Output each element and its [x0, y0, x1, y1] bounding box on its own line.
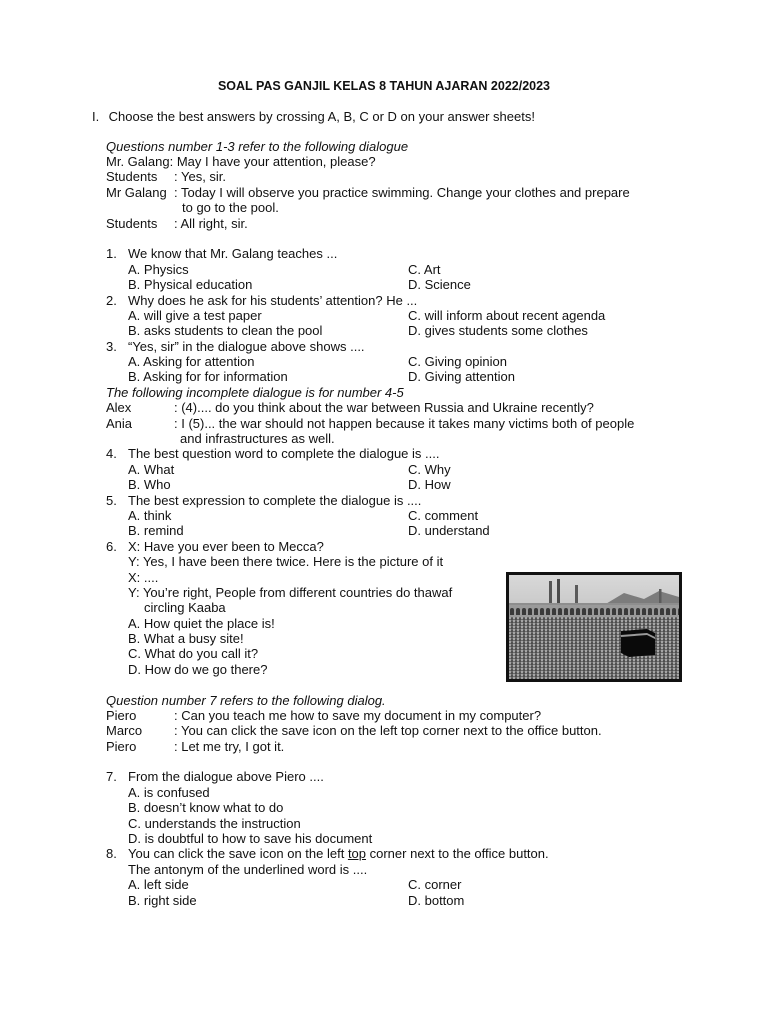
- question-6: 6. X: Have you ever been to Mecca?: [106, 539, 324, 554]
- option-6a: A. How quiet the place is!: [128, 616, 275, 631]
- option-4c: C. Why: [408, 462, 451, 477]
- option-5a: A. think: [128, 508, 172, 523]
- dialogue-line: Students : Yes, sir.: [106, 169, 227, 184]
- dialogue-line: Ania : I (5)... the war should not happen because it takes many victims both of people: [106, 416, 635, 431]
- option-5b: B. remind: [128, 523, 184, 538]
- option-3a: A. Asking for attention: [128, 354, 255, 369]
- question-4: 4. The best question word to complete the dialogue is ....: [106, 446, 440, 461]
- page-title: SOAL PAS GANJIL KELAS 8 TAHUN AJARAN 2022/2023: [217, 79, 551, 93]
- dialogue-line: Alex : (4).... do you think about the war between Russia and Ukraine recently?: [106, 400, 594, 415]
- option-5d: D. understand: [408, 523, 490, 538]
- option-2b: B. asks students to clean the pool: [128, 323, 323, 338]
- option-5c: C. comment: [408, 508, 479, 523]
- option-4d: D. How: [408, 477, 451, 492]
- dialogue-line-continued: and infrastructures as well.: [180, 431, 335, 446]
- option-4a: A. What: [128, 462, 175, 477]
- question-1: 1. We know that Mr. Galang teaches ...: [106, 246, 338, 261]
- option-7d: D. is doubtful to how to save his document: [128, 831, 373, 846]
- option-7a: A. is confused: [128, 785, 210, 800]
- q6-line: X: ....: [128, 570, 159, 585]
- option-7c: C. understands the instruction: [128, 816, 301, 831]
- option-6c: C. What do you call it?: [128, 646, 259, 661]
- dialogue-line: Mr Galang : Today I will observe you practice swimming. Change your clothes and prepare: [106, 185, 630, 200]
- question-7: 7. From the dialogue above Piero ....: [106, 769, 324, 784]
- option-8a: A. left side: [128, 877, 189, 892]
- q6-line: circling Kaaba: [144, 600, 226, 615]
- option-8c: C. corner: [408, 877, 462, 892]
- option-8b: B. right side: [128, 893, 197, 908]
- option-3d: D. Giving attention: [408, 369, 515, 384]
- underlined-word: top: [347, 846, 367, 861]
- question-5: 5. The best expression to complete the dialogue is ....: [106, 493, 422, 508]
- option-2d: D. gives students some clothes: [408, 323, 588, 338]
- dialogue-line: Piero : Can you teach me how to save my document in my computer?: [106, 708, 542, 723]
- option-2c: C. will inform about recent agenda: [408, 308, 606, 323]
- option-1c: C. Art: [408, 262, 441, 277]
- section3-intro: Question number 7 refers to the following dialog.: [106, 693, 386, 708]
- question-2: 2. Why does he ask for his students’ attention? He ...: [106, 293, 418, 308]
- instruction-number: I.: [92, 109, 100, 124]
- dialogue-line: Students : All right, sir.: [106, 216, 248, 231]
- instruction-text: Choose the best answers by crossing A, B, C or D on your answer sheets!: [108, 109, 535, 124]
- dialogue-line: Mr. Galang: May I have your attention, please?: [106, 154, 376, 169]
- option-8d: D. bottom: [408, 893, 465, 908]
- section2-intro: The following incomplete dialogue is for number 4-5: [106, 385, 404, 400]
- mecca-photo-illustration: [509, 575, 679, 679]
- option-6b: B. What a busy site!: [128, 631, 244, 646]
- option-3c: C. Giving opinion: [408, 354, 507, 369]
- option-3b: B. Asking for for information: [128, 369, 288, 384]
- question-8: 8. You can click the save icon on the left top corner next to the office button.: [106, 846, 549, 861]
- option-4b: B. Who: [128, 477, 171, 492]
- dialogue-line-continued: to go to the pool.: [182, 200, 279, 215]
- option-1a: A. Physics: [128, 262, 189, 277]
- dialogue-line: Piero : Let me try, I got it.: [106, 739, 285, 754]
- instruction: [92, 109, 535, 124]
- option-6d: D. How do we go there?: [128, 662, 268, 677]
- option-7b: B. doesn’t know what to do: [128, 800, 284, 815]
- option-1d: D. Science: [408, 277, 471, 292]
- question-3: 3. “Yes, sir” in the dialogue above shows ....: [106, 339, 365, 354]
- q6-line: Y: You’re right, People from different countries do thawaf: [128, 585, 453, 600]
- q8-stem-line2: The antonym of the underlined word is ....: [128, 862, 368, 877]
- mecca-kaaba-photo: [506, 572, 682, 682]
- dialogue-line: Marco : You can click the save icon on the left top corner next to the office button.: [106, 723, 602, 738]
- q6-line: Y: Yes, I have been there twice. Here is the picture of it: [128, 554, 444, 569]
- section1-intro: Questions number 1-3 refer to the following dialogue: [106, 139, 409, 154]
- option-2a: A. will give a test paper: [128, 308, 262, 323]
- option-1b: B. Physical education: [128, 277, 253, 292]
